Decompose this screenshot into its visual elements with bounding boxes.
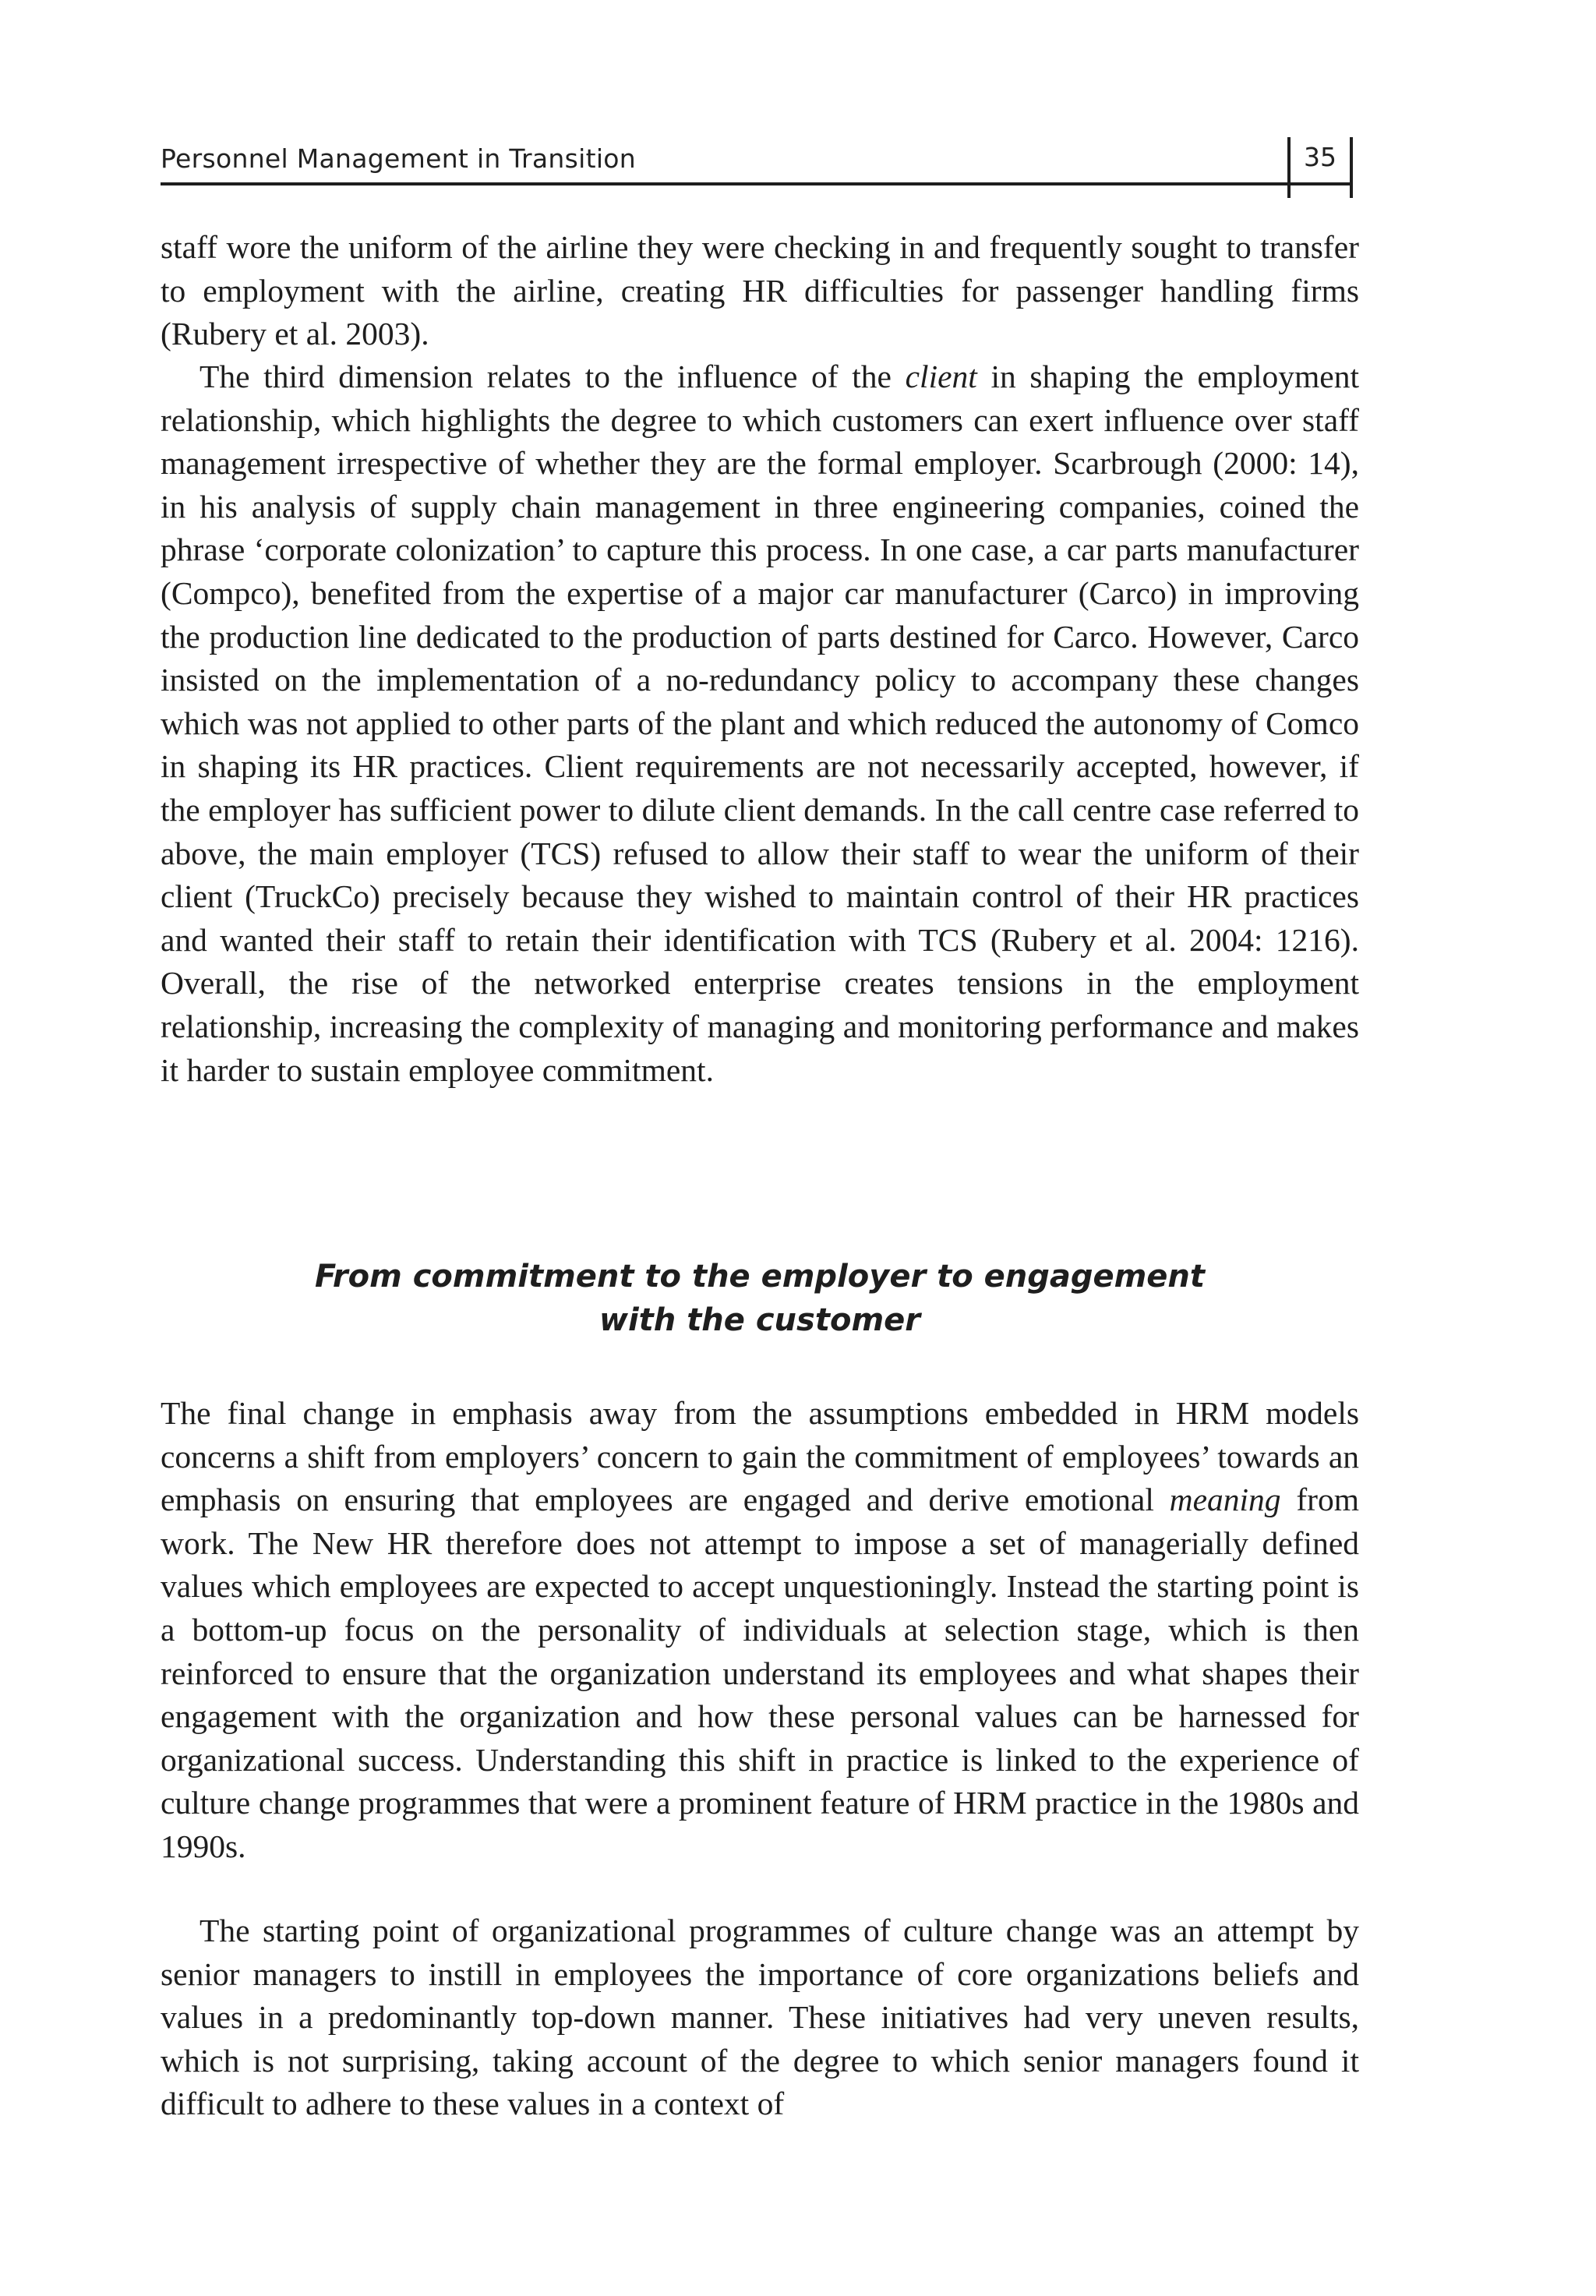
paragraph-continued [161, 226, 1359, 356]
section-heading [161, 1255, 1359, 1342]
running-title: Personnel Management in Transition [161, 143, 637, 174]
section-heading-line-1: From commitment to the employer to engagement [314, 1259, 1206, 1295]
paragraph-3-text-a: The final change in emphasis away from the assumptions embedded in HRM models concerns a shift from employers’ concern to gain the commitment of employees’ towards an emphasis on ensuring that employees are engaged and derive emotional [161, 1395, 1359, 1518]
page-number-box [1287, 137, 1353, 198]
paragraph-2-italic: client [905, 359, 977, 394]
paragraph-client-dimension [161, 355, 1359, 1092]
paragraph-culture-change [161, 1909, 1359, 2126]
paragraph-3-text-b: from work. The New HR therefore does not attempt to impose a set of managerially defined values which employees are expected to accept unquestioningly. Instead the starting point is a bottom-up focus on the personality of individuals at selection stage, which is then reinforced to ensure that the organization understand its employees and what shapes their engagement with the organization and how these personal values can be harnessed for organizational success. Understanding this shift in practice is linked to the experience of culture change programmes that were a prominent feature of HRM practice in the 1980s and 1990s. [161, 1482, 1359, 1864]
section-heading-line-2: with the customer [599, 1302, 920, 1338]
paragraph-4-text: The starting point of organizational programmes of culture change was an attempt by senior managers to instill in employees the importance of core organizations beliefs and values in a predominantly top-down manner. These initiatives had very uneven results, which is not surprising, taking account of the degree to which senior managers found it difficult to adhere to these values in a context of [161, 1913, 1359, 2122]
running-header [161, 137, 1353, 185]
paragraph-3-italic: meaning [1169, 1482, 1281, 1518]
paragraph-engagement [161, 1392, 1359, 1869]
page-number: 35 [1304, 142, 1336, 172]
paragraph-2-text-a: The third dimension relates to the influence of the [200, 359, 906, 394]
paragraph-1-text: staff wore the uniform of the airline they were checking in and frequently sought to transfer to employment with the airline, creating HR difficulties for passenger handling firms (Rubery et al. 2003). [161, 229, 1359, 352]
paragraph-2-text-b: in shaping the employment relationship, which highlights the degree to which customers can exert influence over staff management irrespective of whether they are the formal employer. Scarbrough (2000: 14), in his analysis of supply chain management in three engineering companies, coined the phrase ‘corporate colonization’ to capture this process. In one case, a car parts manufacturer (Compco), benefited from the expertise of a major car manufacturer (Carco) in improving the production line dedicated to the production of parts destined for Carco. However, Carco insisted on the implementation of a no-redundancy policy to accompany these changes which was not applied to other parts of the plant and which reduced the autonomy of Comco in shaping its HR practices. Client requirements are not necessarily accepted, however, if the employer has sufficient power to dilute client demands. In the call centre case referred to above, the main employer (TCS) refused to allow their staff to wear the uniform of their client (TruckCo) precisely because they wished to maintain control of their HR practices and wanted their staff to retain their identification with TCS (Rubery et al. 2004: 1216). Overall, the rise of the networked enterprise creates tensions in the employment relationship, increasing the complexity of managing and monitoring performance and makes it harder to sustain employee commitment. [161, 359, 1359, 1088]
